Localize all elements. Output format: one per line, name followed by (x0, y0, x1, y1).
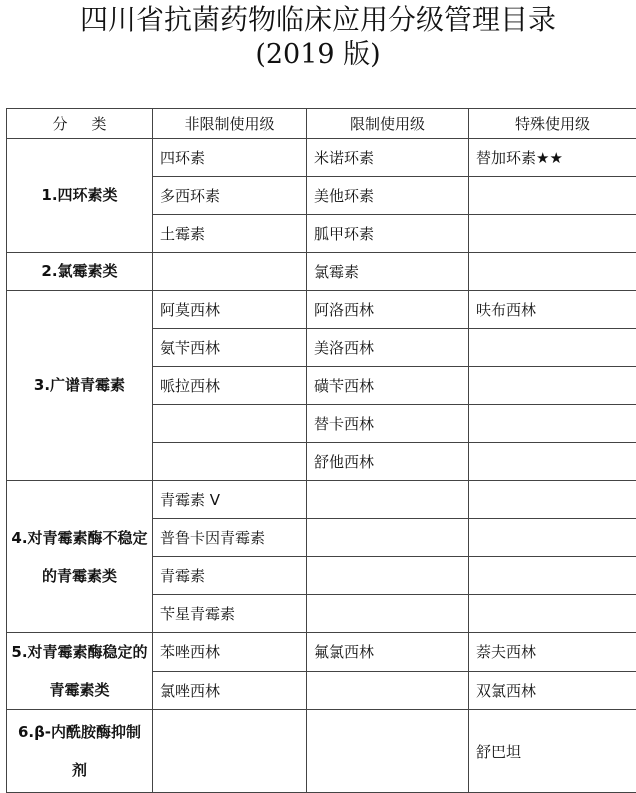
restricted-cell: 氟氯西林 (307, 633, 469, 672)
column-header-special: 特殊使用级 (469, 109, 636, 139)
restricted-cell (307, 671, 469, 710)
special-cell (469, 519, 636, 557)
restricted-cell: 胍甲环素 (307, 215, 469, 253)
special-cell (469, 177, 636, 215)
category-cell: 1.四环素类 (7, 139, 153, 253)
table-row (7, 291, 636, 329)
column-header-restricted: 限制使用级 (307, 109, 469, 139)
table-row (7, 139, 636, 177)
unrestricted-cell: 氯唑西林 (153, 671, 307, 710)
unrestricted-cell: 哌拉西林 (153, 367, 307, 405)
special-cell (469, 367, 636, 405)
page-title: 四川省抗菌药物临床应用分级管理目录 (0, 2, 636, 38)
category-cell: 3.广谱青霉素 (7, 291, 153, 481)
unrestricted-cell: 青霉素 (153, 557, 307, 595)
special-cell: 萘夫西林 (469, 633, 636, 672)
restricted-cell: 美他环素 (307, 177, 469, 215)
unrestricted-cell: 青霉素 V (153, 481, 307, 519)
category-cell: 4.对青霉素酶不稳定的青霉素类 (7, 481, 153, 633)
unrestricted-cell (153, 405, 307, 443)
table-row (7, 633, 636, 672)
restricted-cell: 阿洛西林 (307, 291, 469, 329)
unrestricted-cell (153, 443, 307, 481)
restricted-cell: 替卡西林 (307, 405, 469, 443)
unrestricted-cell: 苯唑西林 (153, 633, 307, 672)
special-cell: 双氯西林 (469, 671, 636, 710)
restricted-cell: 舒他西林 (307, 443, 469, 481)
header-fen: 分 (52, 115, 67, 133)
unrestricted-cell (153, 710, 307, 793)
restricted-cell (307, 519, 469, 557)
special-cell (469, 443, 636, 481)
unrestricted-cell: 苄星青霉素 (153, 595, 307, 633)
special-cell (469, 481, 636, 519)
header-lei: 类 (92, 115, 107, 133)
table-row (7, 481, 636, 519)
special-cell (469, 405, 636, 443)
restricted-cell (307, 557, 469, 595)
special-cell (469, 215, 636, 253)
special-cell: 舒巴坦 (469, 710, 636, 793)
restricted-cell: 氯霉素 (307, 253, 469, 291)
special-cell: 替加环素★★ (469, 139, 636, 177)
page-subtitle: (2019 版) (0, 38, 636, 72)
unrestricted-cell: 四环素 (153, 139, 307, 177)
restricted-cell: 磺苄西林 (307, 367, 469, 405)
table-row (7, 710, 636, 793)
table-row (7, 253, 636, 291)
special-cell (469, 557, 636, 595)
special-cell: 呋布西林 (469, 291, 636, 329)
restricted-cell (307, 481, 469, 519)
restricted-cell (307, 595, 469, 633)
special-cell (469, 329, 636, 367)
unrestricted-cell: 氨苄西林 (153, 329, 307, 367)
special-cell (469, 253, 636, 291)
unrestricted-cell: 阿莫西林 (153, 291, 307, 329)
column-header-category (7, 109, 153, 139)
unrestricted-cell (153, 253, 307, 291)
category-cell: 5.对青霉素酶稳定的青霉素类 (7, 633, 153, 710)
special-cell (469, 595, 636, 633)
category-cell: 2.氯霉素类 (7, 253, 153, 291)
unrestricted-cell: 土霉素 (153, 215, 307, 253)
restricted-cell (307, 710, 469, 793)
drug-classification-table (6, 108, 636, 793)
category-cell: 6.β-内酰胺酶抑制剂 (7, 710, 153, 793)
unrestricted-cell: 普鲁卡因青霉素 (153, 519, 307, 557)
column-header-unrestricted: 非限制使用级 (153, 109, 307, 139)
unrestricted-cell: 多西环素 (153, 177, 307, 215)
restricted-cell: 米诺环素 (307, 139, 469, 177)
table-header-row (7, 109, 636, 139)
restricted-cell: 美洛西林 (307, 329, 469, 367)
